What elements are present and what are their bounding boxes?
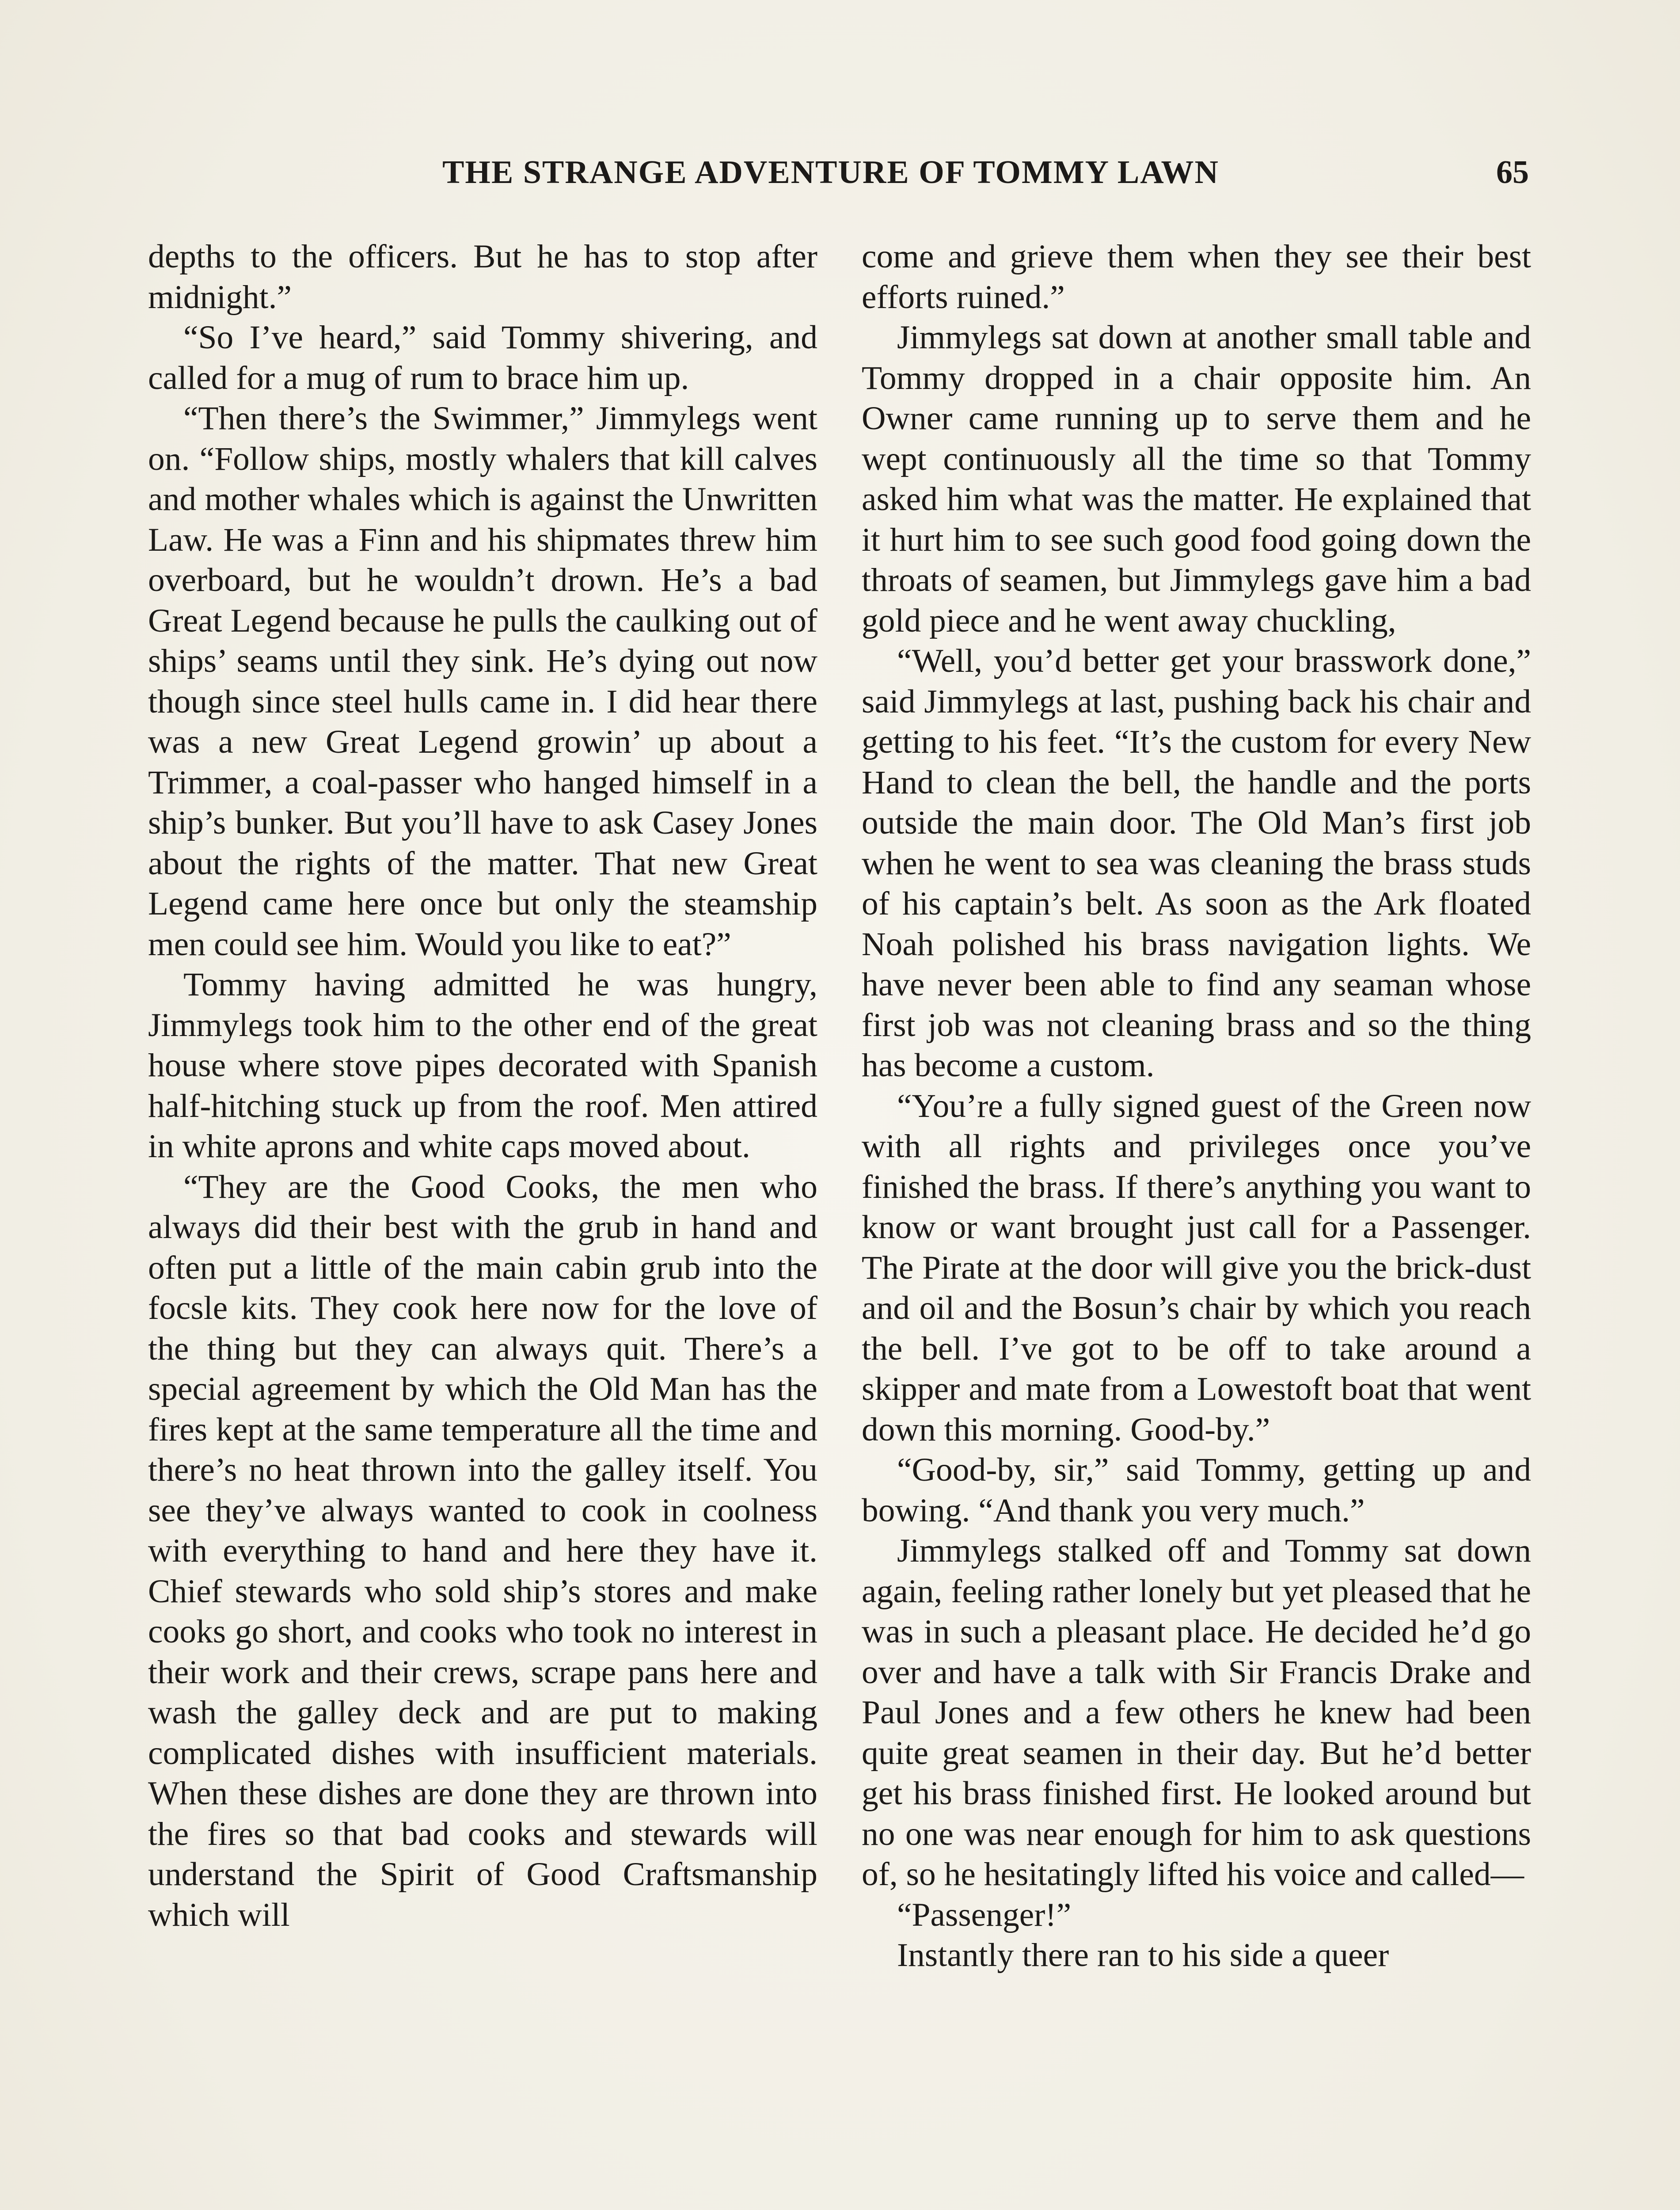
running-title: THE STRANGE ADVENTURE OF TOMMY LAWN xyxy=(442,154,1219,191)
paragraph: Tommy having admitted he was hungry, Jimmylegs took him to the other end of the great house where stove pipes decorated with Spanish half-hitching stuck up from the roof. Men attired in white aprons and white caps moved about. xyxy=(148,966,817,1165)
paragraph: “Good-by, sir,” said Tommy, getting up and bowing. “And thank you very much.” xyxy=(862,1452,1531,1529)
paragraph: Jimmylegs stalked off and Tommy sat down again, feeling rather lonely but yet pleased that he was in such a pleasant place. He decided he’d go over and have a talk with Sir Francis Drake and Paul Jones and a few others he knew had been quite great seamen in their day. But he’d better get his brass finished first. He looked around but no one was near enough for him to ask questions of, so he hesitatingly lifted his voice and called— xyxy=(862,1532,1531,1893)
paragraph: depths to the officers. But he has to stop after midnight.” xyxy=(148,238,817,316)
paragraph: Instantly there ran to his side a queer xyxy=(897,1937,1389,1974)
paragraph: “So I’ve heard,” said Tommy shivering, and called for a mug of rum to brace him up. xyxy=(148,319,817,396)
running-header xyxy=(146,154,1529,202)
paragraph: Jimmylegs sat down at another small table and Tommy dropped in a chair opposite him. An Owner came running up to serve them and he wept continuously all the time so that Tommy asked him what was the matter. He explained that it hurt him to see such good food going down the throats of seamen, but Jimmylegs gave him a bad gold piece and he went away chuckling, xyxy=(862,319,1531,639)
paragraph: come and grieve them when they see their best efforts ruined.” xyxy=(862,238,1531,316)
paragraph: “Passenger!” xyxy=(897,1896,1072,1933)
paragraph: “Then there’s the Swimmer,” Jimmylegs went on. “Follow ships, mostly whalers that kill calves and mother whales which is against the Unwritten Law. He was a Finn and his shipmates threw him overboard, but he wouldn’t drown. He’s a bad Great Legend because he pulls the caulking out of ships’ seams until they sink. He’s dying out now though since steel hulls came in. I did hear there was a new Great Legend growin’ up about a Trimmer, a coal-passer who hanged himself in a ship’s bunker. But you’ll have to ask Casey Jones about the rights of the matter. That new Great Legend came here once but only the steamship men could see him. Would you like to eat?” xyxy=(148,400,817,963)
paragraph: “Well, you’d better get your brasswork done,” said Jimmylegs at last, pushing back his chair and getting to his feet. “It’s the custom for every New Hand to clean the bell, the handle and the ports outside the main door. The Old Man’s first job when he went to sea was cleaning the brass studs of his captain’s belt. As soon as the Ark floated Noah polished his brass navigation lights. We have never been able to find any seaman whose first job was not cleaning brass and so the thing has become a custom. xyxy=(862,643,1531,1084)
right-text-column xyxy=(862,236,1531,1976)
left-text-column xyxy=(148,236,817,1935)
paragraph: “You’re a fully signed guest of the Green now with all rights and privileges once you’ve finished the brass. If there’s anything you want to know or want brought just call for a Passenger. The Pirate at the door will give you the brick-dust and oil and the Bosun’s chair by which you reach the bell. I’ve got to be off to take around a skipper and mate from a Lowestoft boat that went down this morning. Good-by.” xyxy=(862,1087,1531,1448)
page-number: 65 xyxy=(1496,154,1529,191)
paragraph: “They are the Good Cooks, the men who always did their best with the grub in hand and often put a little of the main cabin grub into the focsle kits. They cook here now for the love of the thing but they can always quit. There’s a special agreement by which the Old Man has the fires kept at the same temperature all the time and there’s no heat thrown into the galley itself. You see they’ve always wanted to cook in coolness with everything to hand and here they have it. Chief stewards who sold ship’s stores and make cooks go short, and cooks who took no interest in their work and their crews, scrape pans here and wash the galley deck and are put to making complicated dishes with insufficient materials. When these dishes are done they are thrown into the fires so that bad cooks and stewards will understand the Spirit of Good Craftsmanship which will xyxy=(148,1168,817,1933)
